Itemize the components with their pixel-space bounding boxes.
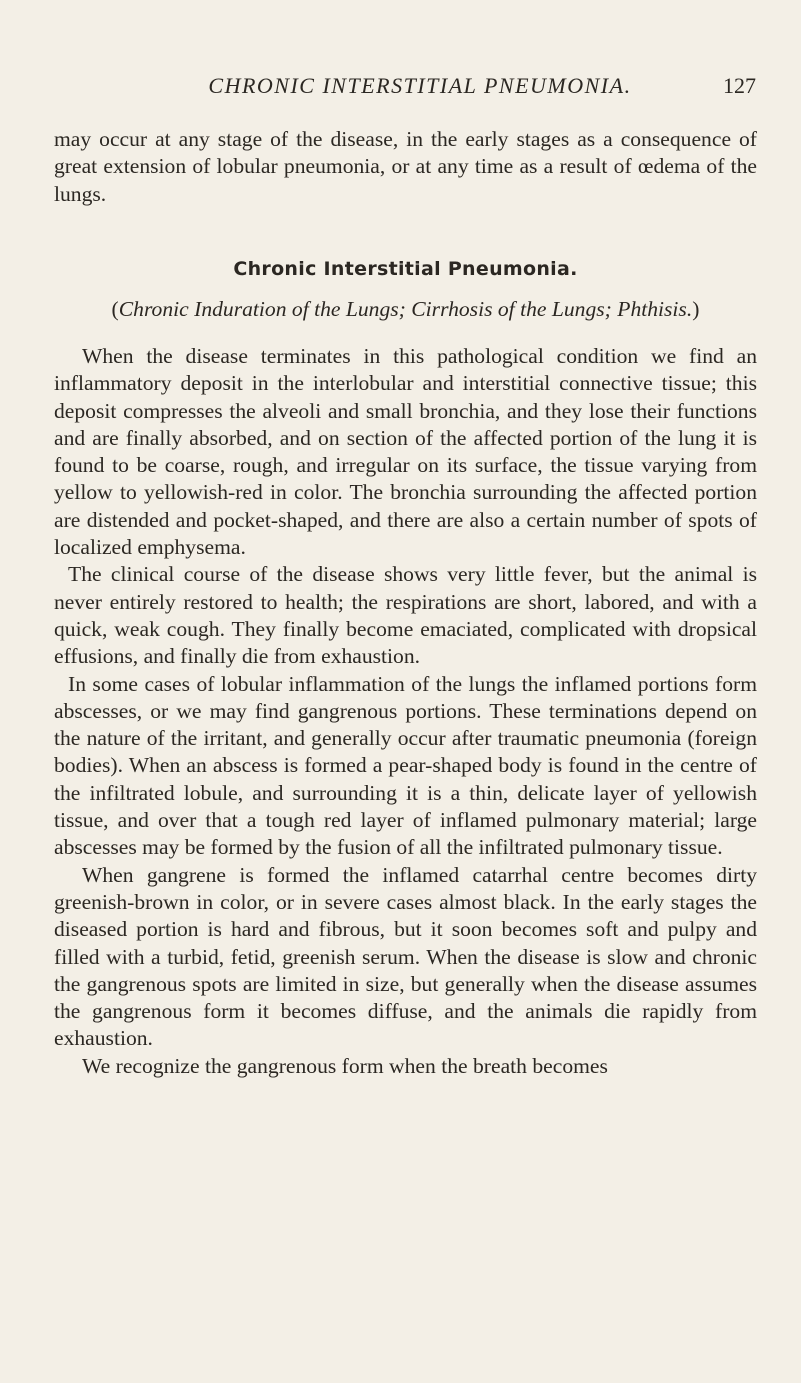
subheading-close-paren: ) (692, 297, 700, 321)
intro-block (54, 126, 757, 208)
paragraph-recognition: We recognize the gangrenous form when the breath becomes (82, 1053, 608, 1078)
page-number: 127 (723, 73, 756, 98)
paragraph-pathology: When the disease terminates in this pathological condition we find an inflammatory deposit in the interlobular and interstitial connective tissue; this deposit compresses the alveoli and small bronchia, and they lose their functions and are finally absorbed, and on section of the affected portion of the lung it is found to be coarse, rough, and irregular on its surface, the tissue varying from yellow to yellowish-red in color. The bronchia surrounding the affected portion are distended and pocket-shaped, and there are also a certain number of spots of localized emphysema. (54, 344, 757, 560)
section-subheading (54, 297, 757, 322)
body-paragraphs (54, 343, 757, 1080)
paragraph-gangrene: When gangrene is formed the inflamed catarrhal centre becomes dirty greenish-brown in color, or in severe cases almost black. In the early stages the diseased portion is hard and fibrous, but it soon becomes soft and pulpy and filled with a turbid, fetid, greenish serum. When the disease is slow and chronic the gangrenous spots are limited in size, but generally when the disease assumes the gangrenous form it becomes diffuse, and the animals die rapidly from exhaustion. (54, 862, 757, 1051)
subheading-open-paren: ( (111, 297, 119, 321)
section-heading: Chronic Interstitial Pneumonia. (233, 258, 578, 280)
intro-paragraph: may occur at any stage of the disease, in the early stages as a consequence of great extension of lobular pneumonia, or at any time as a result of œdema of the lungs. (54, 127, 757, 206)
paragraph-abscesses: In some cases of lobular inflammation of the lungs the inflamed portions form abscesses, or we may find gangrenous portions. These terminations depend on the nature of the irritant, and generally occur after traumatic pneumonia (foreign bodies). When an abscess is formed a pear-shaped body is found in the centre of the infiltrated lobule, and surrounding it is a thin, delicate layer of yellowish tissue, and over that a tough red layer of inflamed pulmonary material; large abscesses may be formed by the fusion of all the infiltrated pulmonary tissue. (54, 671, 757, 860)
subheading-text: Chronic Induration of the Lungs; Cirrhosis of the Lungs; Phthisis. (118, 297, 693, 321)
running-head: CHRONIC INTERSTITIAL PNEUMONIA. (208, 73, 632, 98)
paragraph-clinical-course: The clinical course of the disease shows very little fever, but the animal is never entirely restored to health; the respirations are short, labored, and with a quick, weak cough. They finally become emaciated, complicated with dropsical effusions, and finally die from exhaustion. (54, 562, 757, 669)
